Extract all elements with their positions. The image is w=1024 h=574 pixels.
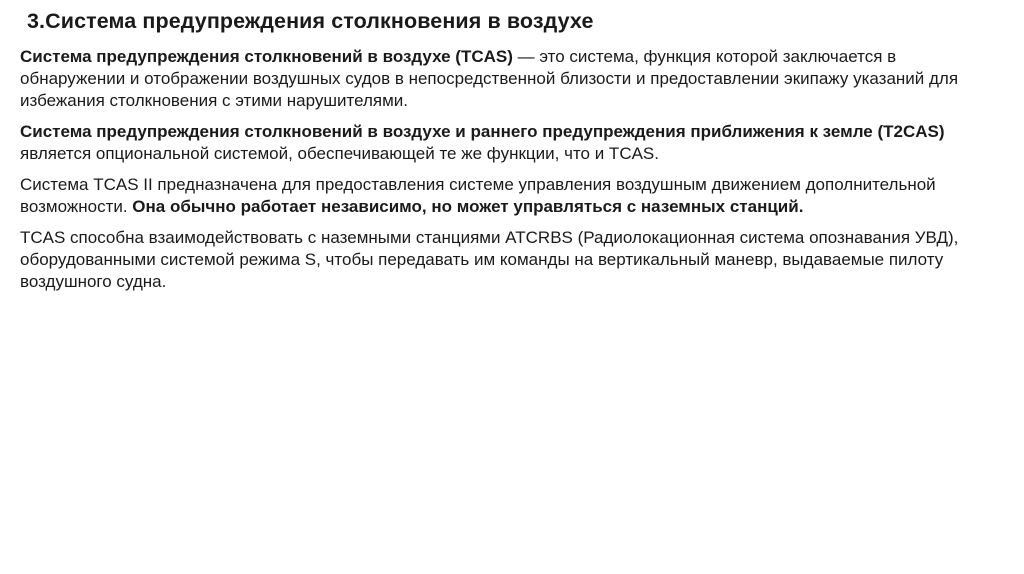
paragraph-bold-text: Система предупреждения столкновений в воздухе и раннего предупреждения приближения к земле (T2CAS)	[20, 122, 945, 141]
paragraph-atcrbs	[20, 227, 1000, 293]
paragraph-bold-text: Система предупреждения столкновений в воздухе (TCAS)	[20, 47, 513, 66]
paragraph-text: является опциональной системой, обеспечивающей те же функции, что и TCAS.	[20, 144, 659, 163]
paragraph-t2cas	[20, 121, 1000, 165]
paragraph-bold-text: Она обычно работает независимо, но может управляться с наземных станций.	[132, 197, 804, 216]
paragraph-text: — это система, функция которой заключается в обнаружении и отображении воздушных судов в непосредственной близости и предоставлении экипажу указаний для избежания столкновения с этими нарушителями.	[20, 47, 959, 110]
slide-body	[20, 46, 1000, 302]
slide-title: 3.Система предупреждения столкновения в воздухе	[27, 9, 594, 33]
paragraph-tcas-definition	[20, 46, 1000, 112]
paragraph-tcas-ii	[20, 174, 1000, 218]
paragraph-text: TCAS способна взаимодействовать с наземными станциями ATCRBS (Радиолокационная система опознавания УВД), оборудованными системой режима S, чтобы передавать им команды на вертикальный маневр, выдаваемые пилоту воздушного судна.	[20, 228, 959, 291]
paragraph-text: Система TCAS II предназначена для предоставления системе управления воздушным движением дополнительной возможности.	[20, 175, 936, 216]
